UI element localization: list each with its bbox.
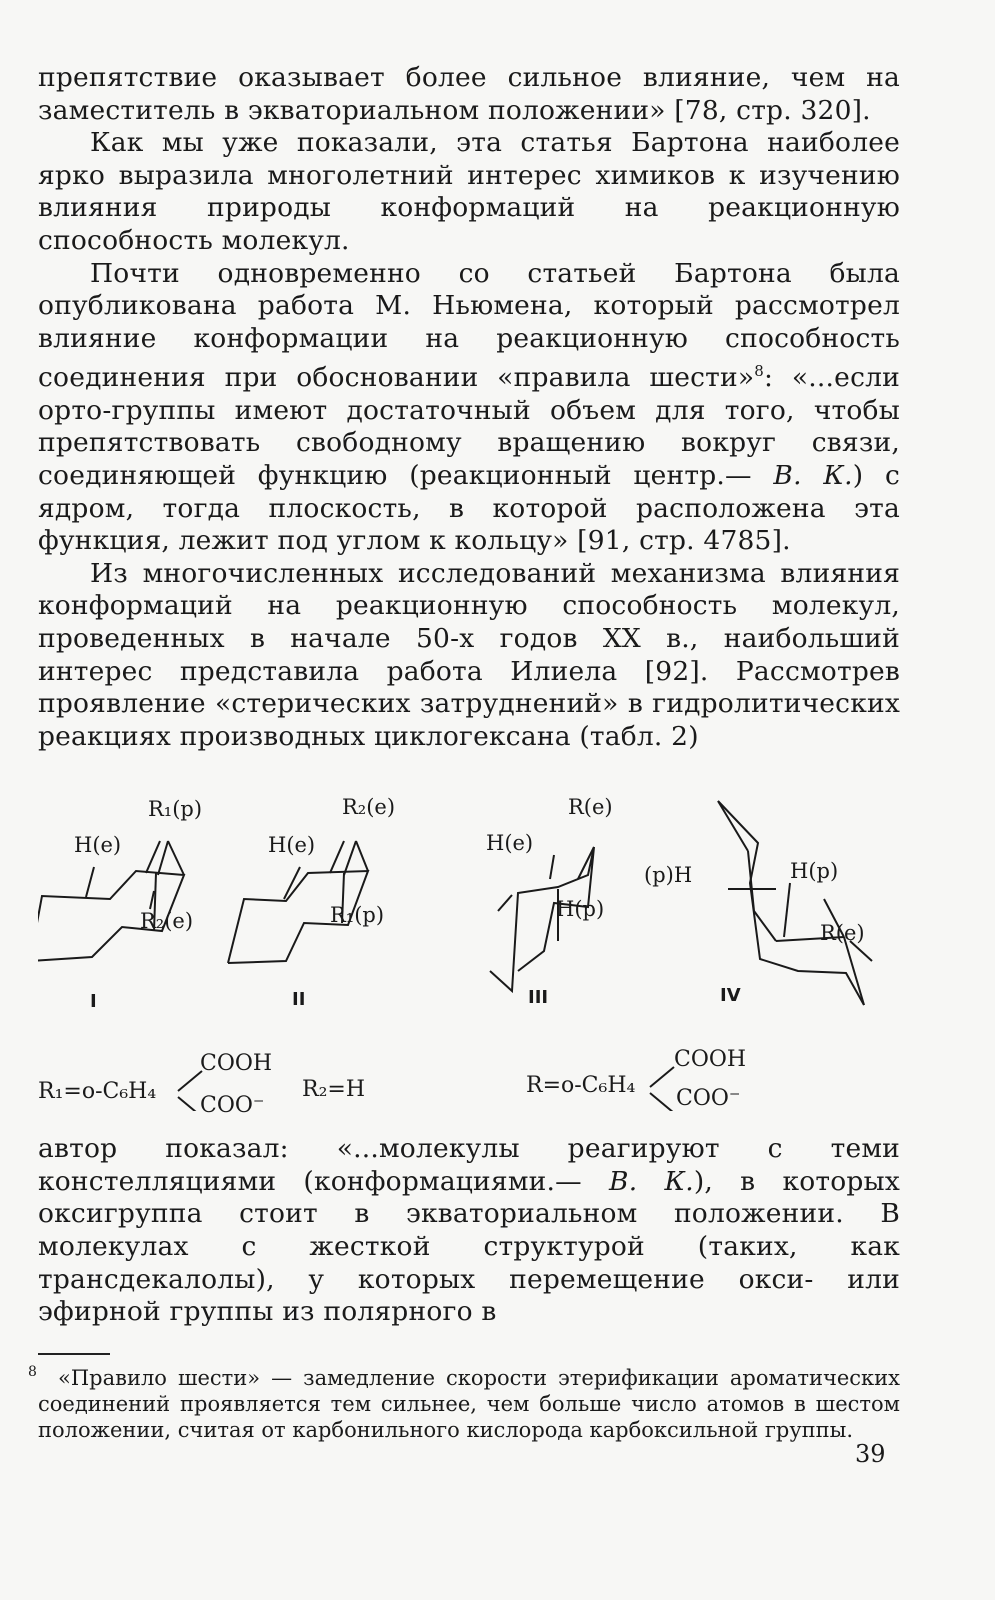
footnote-ref: 8 xyxy=(754,362,765,381)
formula-left-coo: COO⁻ xyxy=(200,1093,265,1118)
paragraph-5-author: В. К. xyxy=(609,1165,694,1197)
label-hp-structure3: H(p) xyxy=(556,897,605,922)
paragraph-5-part-b: ), в которых оксигруппа стоит в экваториальном положении. В молекулах с жесткой структурой (таких, как трансдекалолы), у которых перемещение окси- или эфирной группы из полярного в xyxy=(38,1165,900,1328)
numeral-2: II xyxy=(292,989,306,1011)
label-re-structure4: R(e) xyxy=(820,921,865,946)
conformation-figure xyxy=(38,791,900,1111)
numeral-3: III xyxy=(528,987,549,1009)
paragraph-1: препятствие оказывает более сильное влияние, чем на заместитель в экваториальном положении» [78, стр. 320]. xyxy=(38,62,900,126)
formula-r: R=o-C₆H₄ xyxy=(526,1073,636,1099)
chair-structure-4 xyxy=(718,801,872,1005)
formula-right-cooh: COOH xyxy=(674,1047,747,1073)
paragraph-3-author: В. К. xyxy=(773,459,853,491)
label-hp-right-structure4: H(p) xyxy=(790,859,839,884)
label-re-structure3: R(e) xyxy=(568,795,613,820)
label-r1p-structure1: R₁(p) xyxy=(148,797,203,822)
label-r2e-structure2: R₂(e) xyxy=(342,795,396,820)
numeral-4: IV xyxy=(720,985,741,1007)
paragraph-3-part-c: ) с ядром, тогда плоскость, в которой расположена эта функция, лежит под углом к кольцу» [91, стр. 4785]. xyxy=(38,459,900,557)
label-r1p-structure2: R₁(p) xyxy=(330,903,385,928)
footnote-mark: 8 xyxy=(28,1363,37,1380)
label-he-structure1: H(e) xyxy=(74,833,122,858)
formula-r1: R₁=o-C₆H₄ xyxy=(38,1079,157,1105)
label-he-structure2: H(e) xyxy=(268,833,316,858)
formula-right-coo: COO⁻ xyxy=(676,1086,741,1111)
footnote xyxy=(28,1363,900,1443)
numeral-1: I xyxy=(90,991,97,1013)
page-number: 39 xyxy=(855,1440,886,1468)
paragraph-5 xyxy=(38,1133,900,1329)
paragraph-3-part-a: Почти одновременно со статьей Бартона была опубликована работа М. Ньюмена, который рассмотрел влияние конформации на реакционную способность соединения при обосновании «правила шести» xyxy=(38,257,900,394)
footnote-text: «Правило шести» — замедление скорости этерификации ароматических соединений проявляется тем сильнее, чем больше число атомов в шестом положении, считая от карбонильного кислорода карбоксильной группы. xyxy=(38,1365,900,1442)
formula-left-cooh: COOH xyxy=(200,1051,273,1077)
label-he-structure3: H(e) xyxy=(486,831,534,856)
chair-structure-2 xyxy=(228,841,368,963)
paragraph-5-part-a: автор показал: «...молекулы реагируют с теми констелляциями (конформациями.— xyxy=(38,1133,900,1197)
paragraph-3-part-b: : «...если орто-группы имеют достаточный объем для того, чтобы препятствовать свободному вращению вокруг связи, соединяющей функцию (реакционный центр.— xyxy=(38,362,901,491)
chair-structures-drawing xyxy=(38,791,900,1111)
chair-structure-1 xyxy=(38,841,184,961)
page-body xyxy=(28,62,901,1443)
label-r2e-structure1: R₂(e) xyxy=(140,909,194,934)
paragraph-2: Как мы уже показали, эта статья Бартона наиболее ярко выразила многолетний интерес химиков к изучению влияния природы конформаций на реакционную способность молекул. xyxy=(38,127,900,256)
label-hp-left-structure4: (p)H xyxy=(644,863,693,888)
formula-r2: R₂=H xyxy=(302,1077,366,1103)
footnote-divider xyxy=(38,1353,110,1355)
paragraph-4: Из многочисленных исследований механизма влияния конформаций на реакционную способность молекул, проведенных в начале 50-х годов XX в., наибольший интерес представила работа Илиела [92]. Рассмотрев проявление «стерических затруднений» в гидролитических реакциях производных циклогексана (табл. 2) xyxy=(38,557,900,752)
paragraph-3 xyxy=(38,258,900,558)
